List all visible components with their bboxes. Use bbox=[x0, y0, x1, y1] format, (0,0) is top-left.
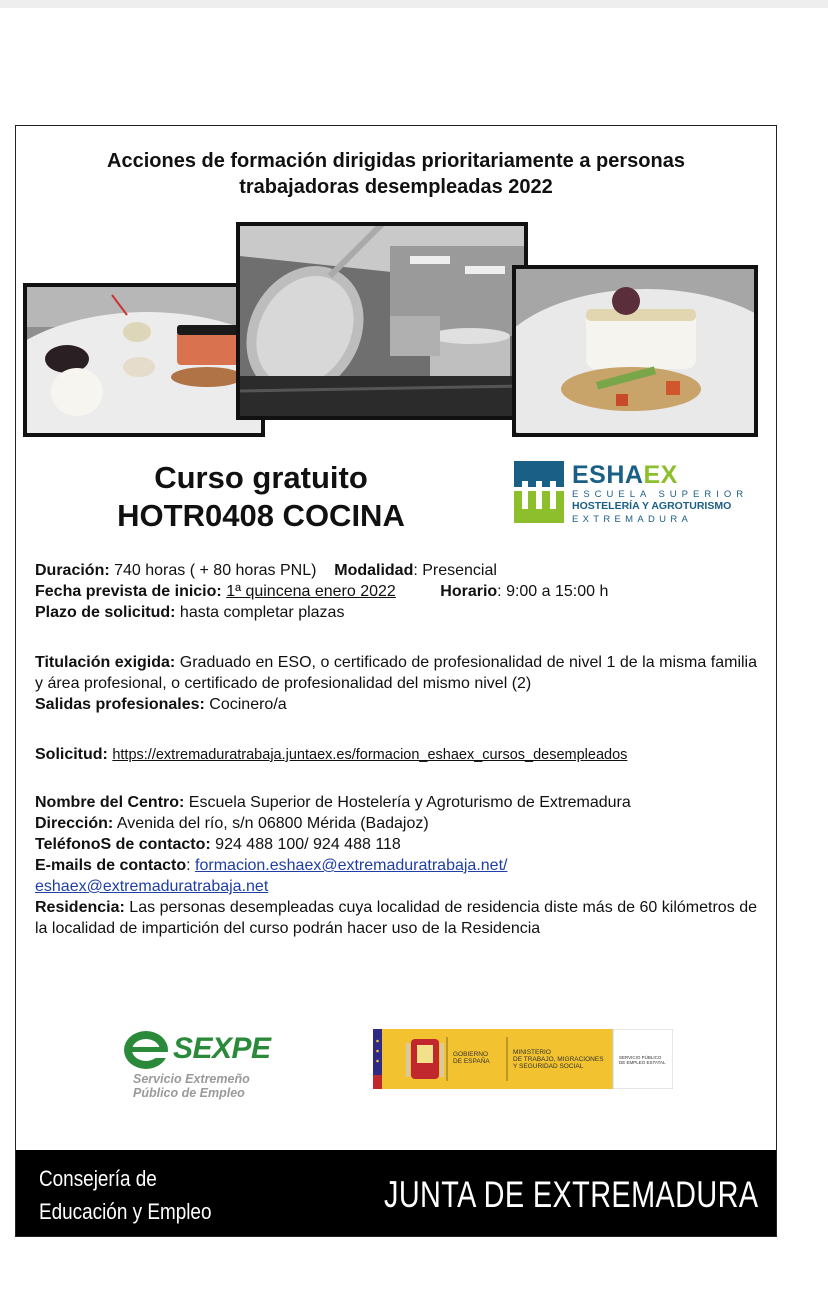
eshaex-logo-line1: ESCUELA SUPERIOR bbox=[572, 489, 749, 500]
sexpe-sub1: Servicio Extremeño bbox=[133, 1072, 250, 1086]
course-line-1: Curso gratuito bbox=[154, 460, 368, 495]
sepe-text bbox=[619, 1055, 666, 1065]
ministerio-line3: Y SEGURIDAD SOCIAL bbox=[513, 1063, 584, 1070]
telefonos-label: TeléfonoS de contacto: bbox=[35, 836, 211, 853]
sexpe-name: SEXPE bbox=[173, 1032, 271, 1065]
junta-extremadura-wordmark: JUNTA DE EXTREMADURA bbox=[384, 1174, 759, 1215]
sexpe-logo bbox=[123, 1030, 283, 1102]
sexpe-subtitle bbox=[133, 1072, 250, 1100]
residencia-label: Residencia: bbox=[35, 899, 125, 916]
plazo-label: Plazo de solicitud: bbox=[35, 604, 176, 621]
salidas-label: Salidas profesionales: bbox=[35, 696, 205, 713]
horario-label: Horario bbox=[440, 583, 498, 600]
ministerio-line2: DE TRABAJO, MIGRACIONES bbox=[513, 1056, 604, 1063]
eshaex-name-b: EX bbox=[643, 461, 678, 489]
junta-footer bbox=[16, 1150, 776, 1236]
ministerio-text bbox=[513, 1049, 604, 1070]
email-link-eshaex[interactable]: eshaex@extremaduratrabaja.net bbox=[35, 878, 269, 895]
gobierno-ministerio-logo bbox=[373, 1029, 673, 1089]
heading-line-1: Acciones de formación dirigidas prioritariamente a personas bbox=[107, 150, 685, 172]
direccion-value: Avenida del río, s/n 06800 Mérida (Badajoz) bbox=[113, 815, 429, 832]
telefonos-value: 924 488 100/ 924 488 118 bbox=[210, 836, 401, 853]
course-title bbox=[36, 459, 486, 535]
duracion-value: 740 horas ( + 80 horas PNL) bbox=[109, 562, 317, 579]
flyer-heading bbox=[16, 148, 776, 200]
gobierno-line1: GOBIERNO bbox=[453, 1051, 489, 1058]
eshaex-logo bbox=[514, 461, 764, 529]
plazo-value: hasta completar plazas bbox=[175, 604, 345, 621]
eshaex-logo-mark-icon bbox=[514, 461, 564, 523]
emails-label: E-mails de contacto bbox=[35, 857, 187, 874]
titulacion-value: Graduado en ESO, o certificado de profesionalidad de nivel 1 de la misma familia y área profesional, o certificado de profesionalidad del mismo nivel (2) bbox=[35, 654, 758, 692]
consejeria-label bbox=[39, 1162, 211, 1228]
contact-details bbox=[35, 792, 757, 939]
consejeria-line2: Educación y Empleo bbox=[39, 1199, 212, 1224]
sepe-line2: DE EMPLEO ESTATAL bbox=[619, 1060, 666, 1065]
duracion-label: Duración: bbox=[35, 562, 110, 579]
telefonos-row bbox=[35, 834, 757, 855]
photo-plated-dessert bbox=[23, 283, 265, 437]
residencia-row bbox=[35, 897, 757, 939]
centro-value: Escuela Superior de Hostelería y Agroturismo de Extremadura bbox=[184, 794, 631, 811]
emails-row bbox=[35, 855, 757, 876]
consejeria-line1: Consejería de bbox=[39, 1166, 157, 1191]
fecha-row bbox=[35, 581, 757, 602]
email-link-formacion[interactable]: formacion.eshaex@extremaduratrabaja.net/ bbox=[195, 857, 508, 874]
solicitud-link[interactable]: https://extremaduratrabaja.juntaex.es/formacion_eshaex_cursos_desempleados bbox=[112, 747, 628, 763]
emails-row-2 bbox=[35, 876, 757, 897]
modalidad-label: Modalidad bbox=[334, 562, 414, 579]
fecha-label: Fecha prevista de inicio: bbox=[35, 583, 222, 600]
solicitud-row bbox=[35, 744, 757, 766]
sexpe-e-icon bbox=[123, 1030, 169, 1070]
eshaex-logo-line3: EXTREMADURA bbox=[572, 514, 693, 525]
salidas-row bbox=[35, 694, 757, 715]
horario-value: : 9:00 a 15:00 h bbox=[497, 583, 609, 600]
solicitud-label: Solicitud: bbox=[35, 746, 108, 763]
eshaex-logo-name bbox=[572, 461, 678, 490]
duracion-row bbox=[35, 560, 757, 581]
ministerio-line1: MINISTERIO bbox=[513, 1049, 551, 1056]
emails-sep: : bbox=[186, 857, 196, 874]
heading-line-2: trabajadoras desempleadas 2022 bbox=[239, 176, 553, 198]
eshaex-name-a: ESHA bbox=[572, 461, 644, 489]
salidas-value: Cocinero/a bbox=[204, 696, 287, 713]
course-line-2: HOTR0408 COCINA bbox=[117, 498, 405, 533]
direccion-label: Dirección: bbox=[35, 815, 114, 832]
sepe-line1: SERVICIO PÚBLICO bbox=[619, 1055, 662, 1060]
eshaex-logo-line2: HOSTELERÍA Y AGROTURISMO bbox=[572, 500, 732, 512]
browser-top-strip bbox=[0, 0, 828, 8]
photo-kitchen bbox=[236, 222, 528, 420]
gobierno-line2: DE ESPAÑA bbox=[453, 1058, 490, 1065]
fecha-value: 1ª quincena enero 2022 bbox=[226, 583, 396, 600]
course-details-requirements bbox=[35, 652, 757, 715]
centro-label: Nombre del Centro: bbox=[35, 794, 185, 811]
course-details-basic bbox=[35, 560, 757, 623]
residencia-value: Las personas desempleadas cuya localidad de residencia diste más de 60 kilómetros de la localidad de impartición del curso podrán hacer uso de la Residencia bbox=[35, 899, 757, 937]
sexpe-sub2: Público de Empleo bbox=[133, 1086, 245, 1100]
modalidad-value: : Presencial bbox=[413, 562, 497, 579]
titulacion-row bbox=[35, 652, 757, 694]
direccion-row bbox=[35, 813, 757, 834]
plazo-row bbox=[35, 602, 757, 623]
centro-row bbox=[35, 792, 757, 813]
photo-fish-dish bbox=[512, 265, 758, 437]
titulacion-label: Titulación exigida: bbox=[35, 654, 176, 671]
flyer-page bbox=[15, 125, 777, 1237]
gobierno-text bbox=[453, 1051, 490, 1065]
